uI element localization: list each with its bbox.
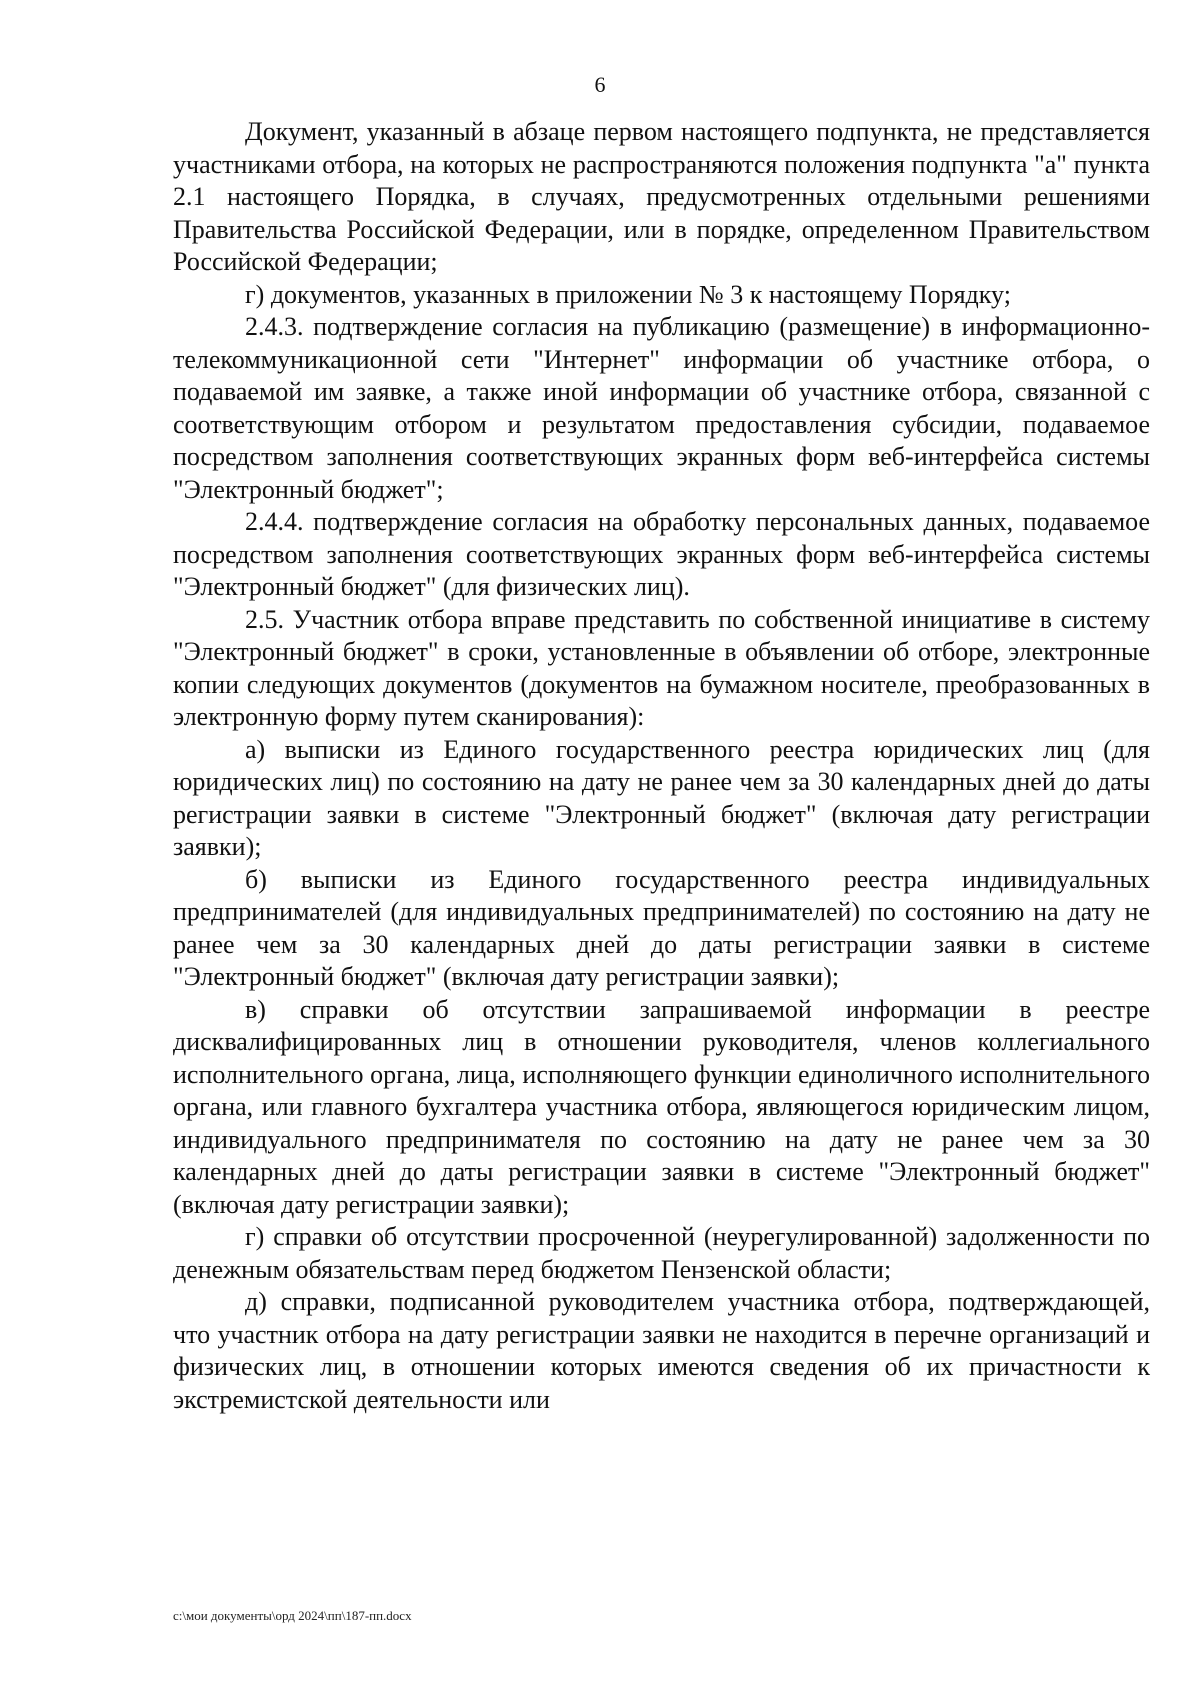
paragraph: б) выписки из Единого государственного реестра индивидуальных предпринимателей (для индивидуальных предпринимателей) по состоянию на дату не ранее чем за 30 календарных дней до даты регистрации заявки в системе "Электронный бюджет" (включая дату регистрации заявки); [173,864,1150,991]
footer-file-path: c:\мои документы\орд 2024\пп\187-пп.docx [173,1608,412,1623]
paragraph: Документ, указанный в абзаце первом настоящего подпункта, не представляется участниками отбора, на которых не распространяются положения подпункта "а" пункта 2.1 настоящего Порядка, в случаях, предусмотренных отдельными решениями Правительства Российской Федерации, или в порядке, определенном Правительством Российской Федерации; [173,117,1150,276]
paragraph: г) документов, указанных в приложении № 3 к настоящему Порядку; [245,279,1011,309]
paragraph: 2.5. Участник отбора вправе представить по собственной инициативе в систему "Электронный бюджет" в сроки, установленные в объявлении об отборе, электронные копии следующих документов (документов на бумажном носителе, преобразованных в электронную форму путем сканирования): [173,604,1150,731]
paragraph: а) выписки из Единого государственного реестра юридических лиц (для юридических лиц) по состоянию на дату не ранее чем за 30 календарных дней до даты регистрации заявки в системе "Электронный бюджет" (включая дату регистрации заявки); [173,734,1150,861]
paragraph: 2.4.3. подтверждение согласия на публикацию (размещение) в информационно-телекоммуникационной сети "Интернет" информации об участнике отбора, о подаваемой им заявке, а также иной информации об участнике отбора, связанной с соответствующим отбором и результатом предоставления субсидии, подаваемое посредством заполнения соответствующих экранных форм веб-интерфейса системы "Электронный бюджет"; [173,312,1150,504]
document-body [173,116,1150,1416]
paragraph: г) справки об отсутствии просроченной (неурегулированной) задолженности по денежным обязательствам перед бюджетом Пензенской области; [173,1222,1150,1284]
paragraph: д) справки, подписанной руководителем участника отбора, подтверждающей, что участник отбора на дату регистрации заявки не находится в перечне организаций и физических лиц, в отношении которых имеются сведения об их причастности к экстремистской деятельности или [173,1287,1150,1414]
paragraph: в) справки об отсутствии запрашиваемой информации в реестре дисквалифицированных лиц в отношении руководителя, членов коллегиального исполнительного органа, лица, исполняющего функции единоличного исполнительного органа, или главного бухгалтера участника отбора, являющегося юридическим лицом, индивидуального предпринимателя по состоянию на дату не ранее чем за 30 календарных дней до даты регистрации заявки в системе "Электронный бюджет" (включая дату регистрации заявки); [173,994,1150,1219]
paragraph: 2.4.4. подтверждение согласия на обработку персональных данных, подаваемое посредством заполнения соответствующих экранных форм веб-интерфейса системы "Электронный бюджет" (для физических лиц). [173,507,1150,601]
page-number: 6 [594,72,606,97]
